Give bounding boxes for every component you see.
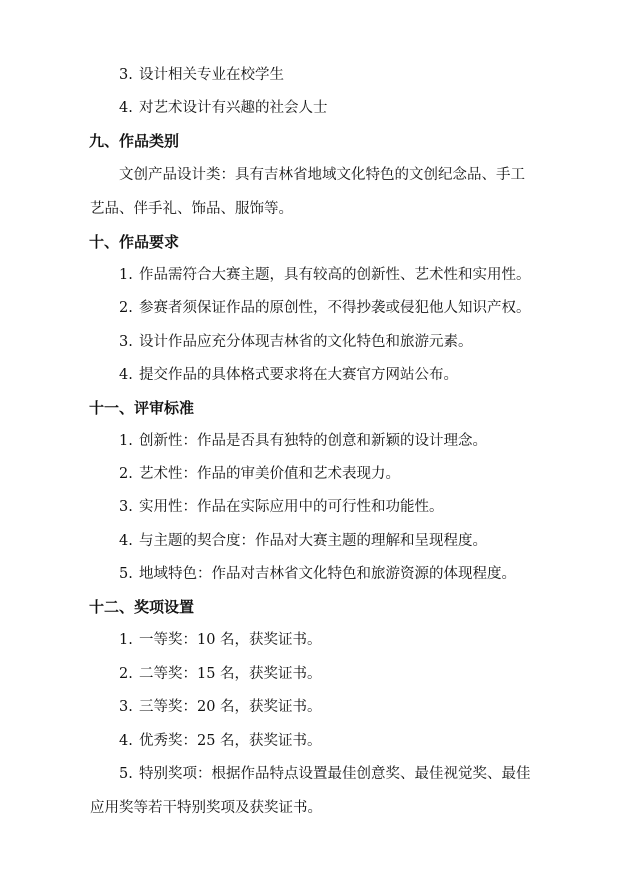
list-number: 1. (119, 632, 133, 648)
list-number: 4. (119, 533, 133, 549)
list-item (119, 664, 322, 684)
list-item (119, 265, 531, 285)
list-text: 地域特色：作品对吉林省文化特色和旅游资源的体现程度。 (139, 566, 516, 582)
list-item (119, 365, 458, 385)
list-number: 2. (119, 300, 133, 316)
paragraph-line: 文创产品设计类：具有吉林省地域文化特色的文创纪念品、手工 (119, 167, 525, 183)
list-number: 5. (119, 566, 133, 582)
list-item (119, 332, 473, 352)
paragraph-line: 应用奖等若干特别奖项及获奖证书。 (90, 800, 322, 816)
list-text: 创新性：作品是否具有独特的创意和新颖的设计理念。 (139, 433, 487, 449)
list-item (119, 65, 284, 85)
list-item (119, 497, 444, 517)
list-item (119, 630, 322, 650)
list-item (119, 464, 400, 484)
list-item (119, 731, 322, 751)
section-heading: 十二、奖项设置 (89, 598, 195, 616)
list-text: 特别奖项：根据作品特点设置最佳创意奖、最佳视觉奖、最佳 (139, 766, 531, 782)
list-number: 3. (119, 699, 133, 715)
list-item (119, 531, 487, 551)
list-text: 实用性：作品在实际应用中的可行性和功能性。 (139, 499, 444, 515)
list-text: 参赛者须保证作品的原创性，不得抄袭或侵犯他人知识产权。 (139, 300, 531, 316)
section-heading: 十、作品要求 (89, 233, 180, 251)
list-text: 优秀奖：25 名，获奖证书。 (139, 733, 322, 749)
list-item (119, 98, 328, 118)
list-text: 三等奖：20 名，获奖证书。 (139, 699, 322, 715)
list-text: 设计相关专业在校学生 (139, 67, 284, 83)
list-number: 4. (119, 733, 133, 749)
paragraph-line: 艺品、伴手礼、饰品、服饰等。 (90, 201, 293, 217)
list-number: 4. (119, 367, 133, 383)
list-number: 5. (119, 766, 133, 782)
list-item (119, 697, 322, 717)
list-text: 一等奖：10 名，获奖证书。 (139, 632, 322, 648)
list-number: 3. (119, 499, 133, 515)
section-heading: 十一、评审标准 (89, 399, 195, 417)
list-text: 与主题的契合度：作品对大赛主题的理解和呈现程度。 (139, 533, 487, 549)
list-text: 作品需符合大赛主题，具有较高的创新性、艺术性和实用性。 (139, 267, 531, 283)
list-number: 4. (119, 100, 133, 116)
list-number: 2. (119, 666, 133, 682)
list-text: 设计作品应充分体现吉林省的文化特色和旅游元素。 (139, 334, 473, 350)
list-number: 2. (119, 466, 133, 482)
list-item (119, 564, 516, 584)
list-number: 1. (119, 433, 133, 449)
list-text: 二等奖：15 名，获奖证书。 (139, 666, 322, 682)
list-text: 艺术性：作品的审美价值和艺术表现力。 (139, 466, 400, 482)
list-item (119, 298, 531, 318)
list-text: 对艺术设计有兴趣的社会人士 (139, 100, 328, 116)
list-number: 3. (119, 67, 133, 83)
list-number: 3. (119, 334, 133, 350)
list-item (119, 764, 531, 784)
section-heading: 九、作品类别 (89, 132, 180, 150)
list-number: 1. (119, 267, 133, 283)
list-item (119, 431, 487, 451)
list-text: 提交作品的具体格式要求将在大赛官方网站公布。 (139, 367, 458, 383)
